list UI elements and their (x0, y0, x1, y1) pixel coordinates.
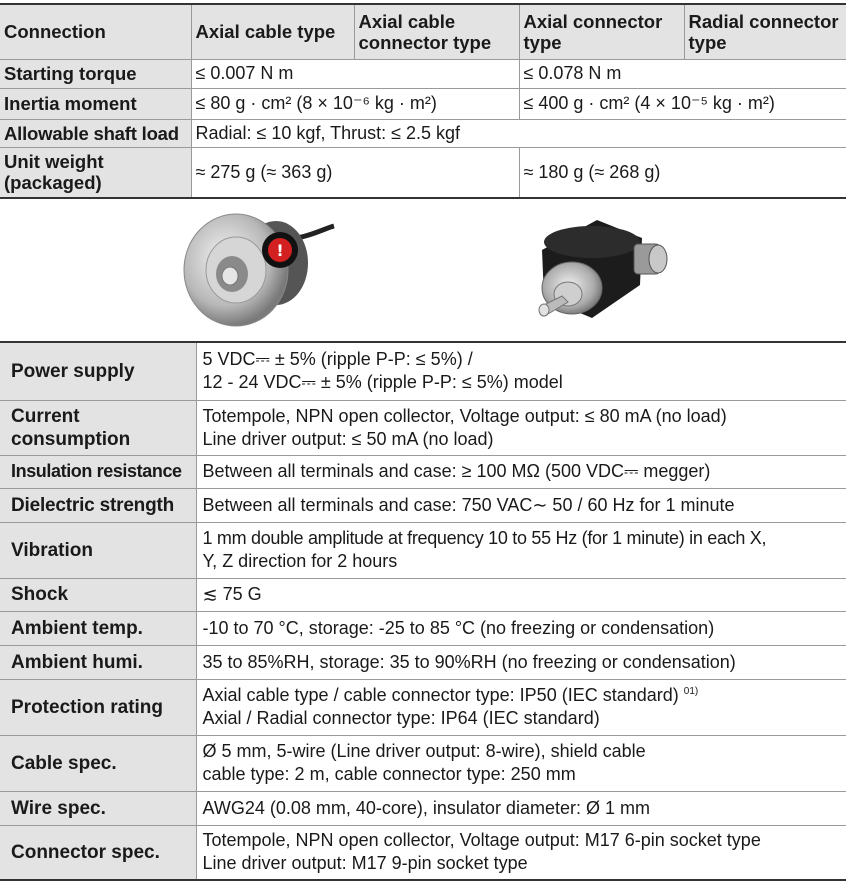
spec-line: Totempole, NPN open collector, Voltage output: M17 6-pin socket type (202, 830, 761, 851)
header-axial-cable-connector: Axial cable connector type (354, 4, 519, 59)
spec-label: Protection rating (0, 679, 196, 735)
spec-row-shock (0, 578, 846, 611)
spec-line: 35 to 85%RH, storage: 35 to 90%RH (no freezing or condensation) (202, 651, 736, 672)
spec-row-connector-spec (0, 825, 846, 880)
electrical-spec-table (0, 341, 846, 881)
header-axial-cable: Axial cable type (191, 4, 354, 59)
spec-label: Shock (0, 578, 196, 611)
badge-text: ! (276, 241, 284, 260)
header-radial-connector: Radial connector type (684, 4, 846, 59)
spec-value (196, 400, 846, 455)
row-label: Unit weight (packaged) (0, 147, 191, 198)
header-axial-connector: Axial connector type (519, 4, 684, 59)
axial-cable-encoder-photo (176, 208, 336, 336)
spec-label: Insulation resistance (0, 455, 196, 488)
row-label: Starting torque (0, 59, 191, 88)
spec-row-ambient-temp (0, 611, 846, 645)
spec-label: Wire spec. (0, 791, 196, 825)
mech-row-starting-torque (0, 59, 846, 88)
spec-line: 5 VDC⎓ ± 5% (ripple P-P: ≤ 5%) / (202, 349, 473, 370)
spec-line: ≲ 75 G (202, 584, 262, 604)
mech-header-row (0, 4, 846, 59)
spec-row-current-consumption (0, 400, 846, 455)
spec-value (196, 791, 846, 825)
spec-line: -10 to 70 °C, storage: -25 to 85 °C (no freezing or condensation) (202, 617, 715, 638)
mechanical-spec-table (0, 3, 846, 199)
spec-line: Axial / Radial connector type: IP64 (IEC standard) (202, 708, 600, 728)
spec-line: 1 mm double amplitude at frequency 10 to 55 Hz (for 1 minute) in each X, (202, 528, 767, 548)
mech-row-unit-weight (0, 147, 846, 198)
spec-row-cable-spec (0, 735, 846, 791)
spec-value (196, 522, 846, 578)
row-label: Allowable shaft load (0, 119, 191, 147)
spec-value (196, 578, 846, 611)
spec-line: Y, Z direction for 2 hours (202, 551, 398, 571)
spec-value (196, 342, 846, 400)
spec-value (196, 488, 846, 522)
spec-line: 12 - 24 VDC⎓ ± 5% (ripple P-P: ≤ 5%) model (202, 372, 563, 393)
spec-row-dielectric-strength (0, 488, 846, 522)
spec-line: Between all terminals and case: 750 VAC∼ 50 / 60 Hz for 1 minute (202, 494, 735, 515)
spec-value (196, 679, 846, 735)
spec-label: Vibration (0, 522, 196, 578)
spec-line: Ø 5 mm, 5-wire (Line driver output: 8-wire), shield cable (202, 741, 646, 761)
spec-value (196, 825, 846, 880)
header-connection: Connection (0, 4, 191, 59)
row-value-full: Radial: ≤ 10 kgf, Thrust: ≤ 2.5 kgf (191, 119, 846, 147)
spec-row-power-supply (0, 342, 846, 400)
spec-line: Line driver output: M17 9-pin socket type (202, 853, 528, 874)
spec-line: Between all terminals and case: ≥ 100 MΩ (500 VDC⎓ megger) (202, 461, 711, 481)
spec-label: Ambient temp. (0, 611, 196, 645)
spec-label: Current consumption (0, 400, 196, 455)
row-label: Inertia moment (0, 88, 191, 119)
spec-row-ambient-humi (0, 645, 846, 679)
row-value-right: ≤ 0.078 N m (519, 59, 846, 88)
spec-value (196, 611, 846, 645)
mech-row-allowable-shaft-load (0, 119, 846, 147)
spec-value (196, 455, 846, 488)
row-value-left: ≈ 275 g (≈ 363 g) (191, 147, 519, 198)
footnote-marker: 01) (683, 686, 699, 697)
spec-line: cable type: 2 m, cable connector type: 250 mm (202, 764, 576, 784)
spec-row-vibration (0, 522, 846, 578)
mech-row-inertia-moment (0, 88, 846, 119)
row-value-right: ≤ 400 g · cm² (4 × 10⁻⁵ kg · m²) (519, 88, 846, 119)
spec-line-text: Axial cable type / cable connector type: IP50 (IEC standard) (202, 685, 679, 705)
axial-connector-encoder-photo (522, 210, 672, 332)
spec-line (203, 684, 841, 707)
row-value-right: ≈ 180 g (≈ 268 g) (519, 147, 846, 198)
spec-label: Cable spec. (0, 735, 196, 791)
spec-row-insulation-resistance (0, 455, 846, 488)
row-value-left: ≤ 80 g · cm² (8 × 10⁻⁶ kg · m²) (191, 88, 519, 119)
spec-label: Ambient humi. (0, 645, 196, 679)
spec-row-wire-spec (0, 791, 846, 825)
spec-label: Connector spec. (0, 825, 196, 880)
spec-label: Dielectric strength (0, 488, 196, 522)
spec-line: AWG24 (0.08 mm, 40-core), insulator diameter: Ø 1 mm (202, 797, 650, 818)
spec-row-protection-rating (0, 679, 846, 735)
spec-value (196, 735, 846, 791)
spec-label: Power supply (0, 342, 196, 400)
spec-line: Totempole, NPN open collector, Voltage output: ≤ 80 mA (no load) (202, 405, 727, 426)
product-photos (0, 208, 849, 338)
spec-line: Line driver output: ≤ 50 mA (no load) (202, 428, 494, 449)
spec-value (196, 645, 846, 679)
row-value-left: ≤ 0.007 N m (191, 59, 519, 88)
